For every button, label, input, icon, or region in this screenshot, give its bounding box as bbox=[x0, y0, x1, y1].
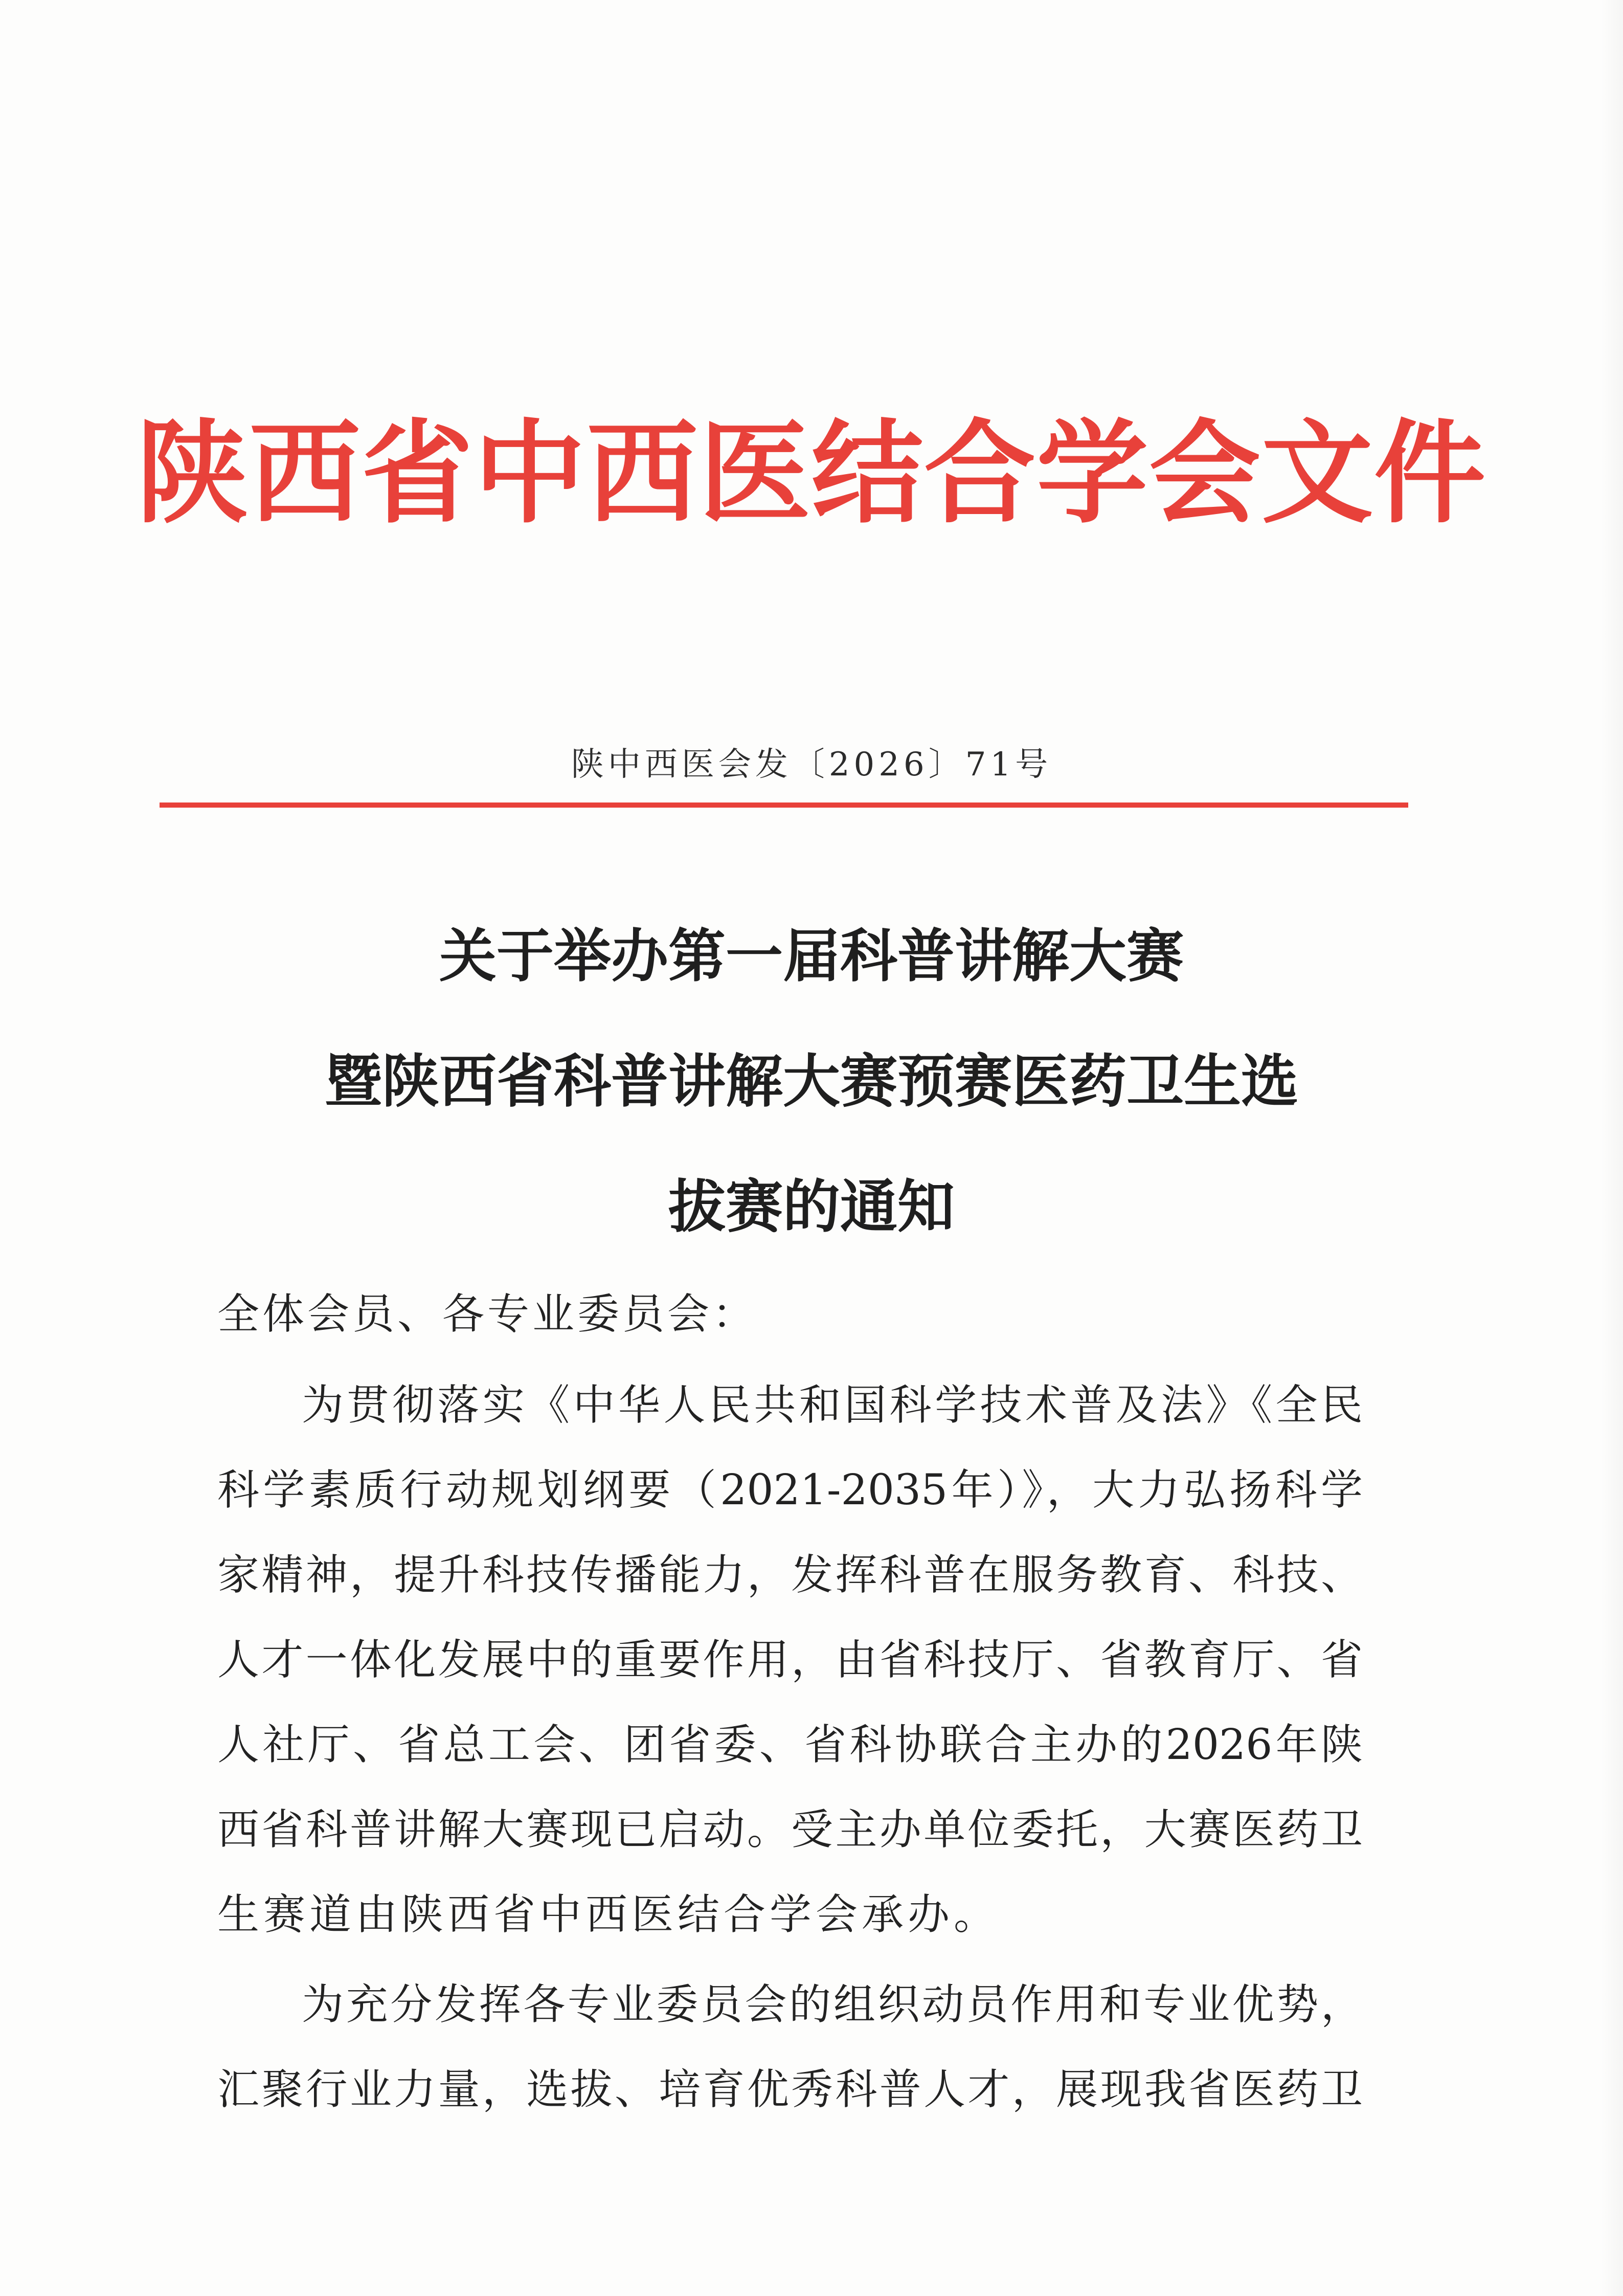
paragraph-line: 汇聚行业力量，选拔、培育优秀科普人才，展现我省医药卫 bbox=[217, 2065, 1363, 2114]
org-header-title: 陕西省中西医结合学会文件 bbox=[137, 408, 1486, 539]
red-divider-line bbox=[160, 803, 1408, 808]
paragraph-line: 为贯彻落实《中华人民共和国科学技术普及法》《全民 bbox=[302, 1381, 1363, 1430]
salutation: 全体会员、各专业委员会： bbox=[217, 1290, 758, 1339]
scan-edge-shadow bbox=[1601, 0, 1623, 2296]
paragraph-line: 为充分发挥各专业委员会的组织动员作用和专业优势， bbox=[302, 1980, 1363, 2029]
body-paragraph bbox=[217, 1963, 1363, 2132]
paragraph-line: 家精神，提升科技传播能力，发挥科普在服务教育、科技、 bbox=[217, 1551, 1363, 1599]
document-number: 陕中西医会发〔2026〕71号 bbox=[571, 746, 1052, 784]
notice-title bbox=[0, 908, 1623, 1284]
notice-title-line: 暨陕西省科普讲解大赛预赛医药卫生选 bbox=[325, 1048, 1298, 1115]
notice-title-line: 关于举办第一届科普讲解大赛 bbox=[439, 923, 1184, 990]
notice-title-line: 拔赛的通知 bbox=[668, 1173, 955, 1240]
body-paragraph bbox=[217, 1363, 1363, 1957]
paragraph-line: 科学素质行动规划纲要（2021-2035年）》，大力弘扬科学 bbox=[217, 1466, 1363, 1514]
paragraph-line: 生赛道由陕西省中西医结合学会承办。 bbox=[217, 1890, 1000, 1939]
paragraph-line: 西省科普讲解大赛现已启动。受主办单位委托，大赛医药卫 bbox=[217, 1805, 1363, 1854]
paragraph-line: 人才一体化发展中的重要作用，由省科技厅、省教育厅、省 bbox=[217, 1636, 1363, 1684]
paragraph-line: 人社厅、省总工会、团省委、省科协联合主办的2026年陕 bbox=[217, 1721, 1363, 1769]
